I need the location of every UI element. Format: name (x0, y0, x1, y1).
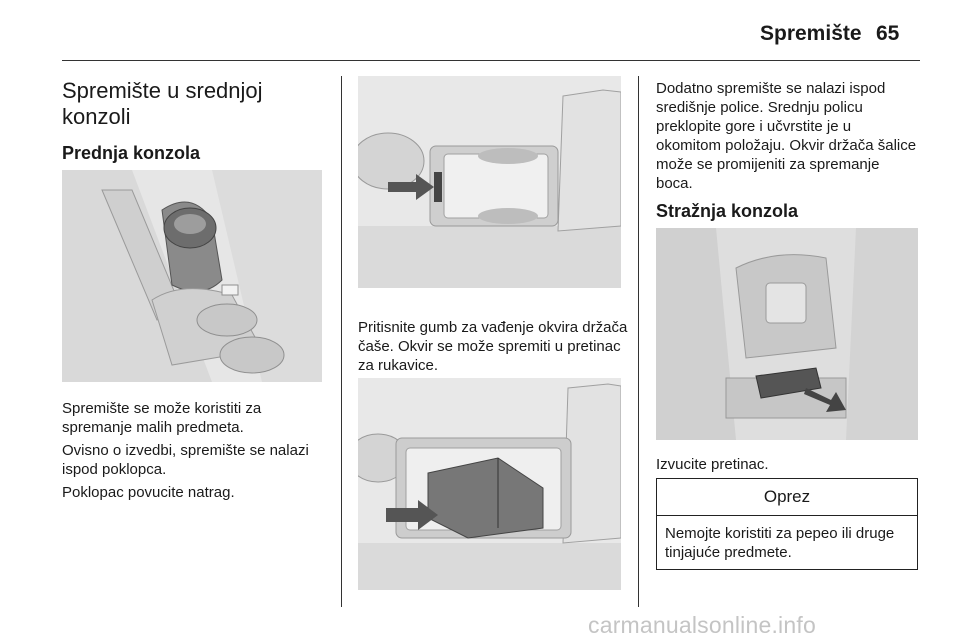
caution-box (656, 478, 918, 570)
intro-paragraph: Spremište se može koristiti za spremanje malih predmeta. (62, 400, 262, 436)
section-heading: Spremište u srednjoj konzoli (62, 78, 263, 129)
header-rule (62, 60, 920, 61)
caution-text: Nemojte koristiti za pepeo ili druge tinjajuće predmete. (665, 525, 895, 561)
lid-paragraph: Ovisno o izvedbi, spremište se nalazi ispod poklopca. (62, 442, 309, 478)
slide-back-paragraph: Poklopac povucite natrag. (62, 484, 235, 501)
pull-out-caption: Izvucite pretinac. (656, 456, 769, 473)
cup-holder-paragraph: Pritisnite gumb za vađenje okvira držača čaše. Okvir se može spremiti u pretinac za rukavice. (358, 319, 628, 374)
rear-console-illustration (656, 228, 918, 440)
running-header-title: Spremište (760, 22, 862, 45)
storage-illustration (358, 378, 621, 590)
column-divider-2 (638, 76, 639, 607)
page-number: 65 (876, 22, 900, 45)
front-console-heading: Prednja konzola (62, 143, 201, 163)
front-console-illustration (62, 170, 322, 382)
column-divider-1 (341, 76, 342, 607)
rear-console-heading: Stražnja konzola (656, 201, 799, 221)
cup-holder-illustration (358, 76, 621, 288)
additional-storage-paragraph: Dodatno spremište se nalazi ispod središnje police. Srednju policu preklopite gore i učvrstite je u okomitom položaju. Okvir držača šalice može se promijeniti za spremanje boca. (656, 80, 917, 192)
watermark: carmanualsonline.info (588, 612, 816, 638)
caution-title: Oprez (657, 479, 917, 516)
